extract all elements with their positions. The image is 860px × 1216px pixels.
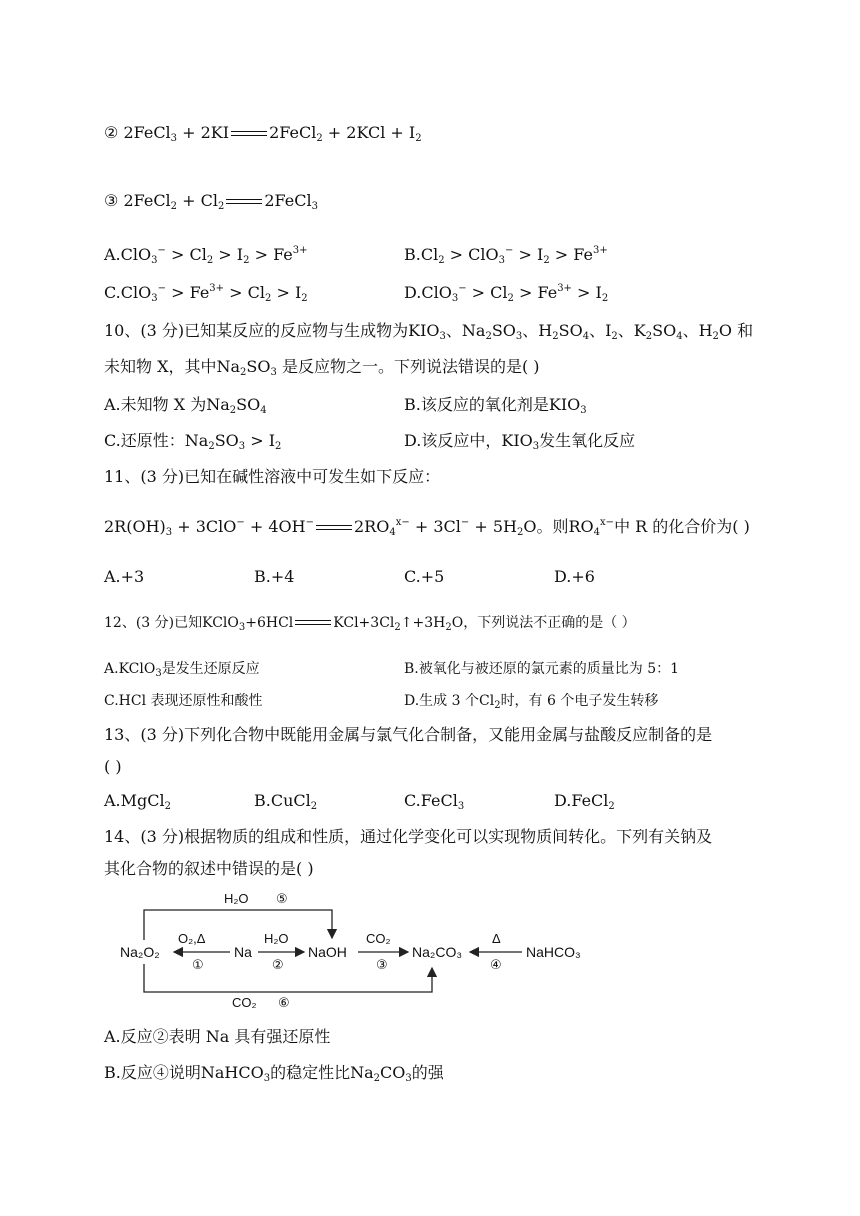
q11-option-d[interactable]: D.+6 [554,567,595,586]
q14-option-b[interactable]: B.反应④说明NaHCO$_3$的稳定性比$Na_2CO_3$的强 [104,1063,444,1084]
node-nahco3: NaHCO₃ [526,944,581,960]
equation-marker: ② [104,123,119,142]
label-1-top: O₂,Δ [178,931,206,946]
q11-equation: $2R(OH)_3 + 3ClO^- + 4OH^-$ $2RO_4^{x-} + 3Cl^- + 5H_2O$。则$RO_4^{x-}$中 R 的化合价为( ) [104,517,750,538]
label-5-num: ⑤ [276,891,288,906]
eq2-rhs: 2FeCl$_2$ + $2KCl + I_2$ [269,123,422,144]
q12-option-b[interactable]: B.被氧化与被还原的氯元素的质量比为 5：1 [404,661,680,677]
equation-marker: ③ [104,191,119,210]
label-1-num: ① [192,957,204,972]
q11-stem: 11、(3 分)已知在碱性溶液中可发生如下反应： [104,467,441,486]
q14-stem-line2: 其化合物的叙述中错误的是( ) [104,859,314,878]
equals-sign [226,197,262,207]
label-2-top: H₂O [264,931,289,946]
q10-stem-line2: 未知物 X，其中$Na_2SO_3$ 是反应物之一。下列说法错误的是( ) [104,357,540,378]
q9-option-a[interactable]: $A.ClO_3^- > Cl_2 > I_2 > Fe^{3+}$ [104,245,308,266]
label-6-num: ⑥ [278,995,290,1010]
q9-option-b[interactable]: $B.Cl_2 > ClO_3^- > I_2 > Fe^{3+}$ [404,245,608,266]
label-3-top: CO₂ [366,931,391,946]
equation-3 [104,190,318,212]
q11-option-b[interactable]: B.+4 [254,567,295,586]
equals-sign [231,129,267,139]
arrow-5 [144,910,332,940]
label-4-top: Δ [492,931,501,946]
q13-option-a[interactable]: A.MgCl$_2$ [104,791,171,812]
diagram-arrows [112,888,592,1018]
q13-option-c[interactable]: C.FeCl$_3$ [404,791,465,812]
equals-sign [316,523,352,533]
label-3-num: ③ [376,957,388,972]
eq3-rhs: 2FeCl$_3$ [264,191,318,212]
q10-option-b[interactable]: B.该反应的氧化剂是$KIO_3$ [404,395,587,416]
arrow-6 [144,964,432,992]
label-5-top: H₂O [224,891,249,906]
eq3-lhs: 2FeCl$_2$ + $Cl_2$ [123,191,225,212]
q10-stem-line1: 10、(3 分)已知某反应的反应物与生成物为$KIO_3$、$Na_2SO_3$、$H_2SO_4$、$I_2$、$K_2SO_4$、$H_2O$ 和 [104,321,754,342]
label-6-bot: CO₂ [232,995,257,1010]
q11-option-a[interactable]: A.+3 [104,567,145,586]
q12-stem: 12、(3 分)已知KClO$_3$+6HCl $KCl+3Cl_2↑+3H_2O$，下列说法不正确的是（ ） [104,615,636,633]
q12-option-d[interactable]: D.生成 3 个$Cl_2$时，有 6 个电子发生转移 [404,693,659,711]
node-na2co3: Na₂CO₃ [412,944,463,960]
q13-stem-line2: ( ) [104,757,122,776]
equation-2 [104,122,422,144]
q14-option-a[interactable]: A.反应②表明 Na 具有强还原性 [104,1027,331,1046]
label-4-num: ④ [490,957,502,972]
q13-option-b[interactable]: B.CuCl$_2$ [254,791,318,812]
q10-option-a[interactable]: A.未知物 X 为$Na_2SO_4$ [104,395,267,416]
label-2-num: ② [272,957,284,972]
q9-option-d[interactable]: $D.ClO_3^- > Cl_2 > Fe^{3+} > I_2$ [404,283,609,304]
q12-option-a[interactable]: A.KClO$_3$是发生还原反应 [104,661,260,679]
q10-option-c[interactable]: C.还原性：$Na_2SO_3 > I_2$ [104,431,282,452]
q11-option-c[interactable]: C.+5 [404,567,445,586]
q9-option-c[interactable]: $C.ClO_3^- > Fe^{3+} > Cl_2 > I_2$ [104,283,308,304]
q13-option-d[interactable]: D.FeCl$_2$ [554,791,615,812]
node-na2o2: Na₂O₂ [120,944,160,960]
q10-option-d[interactable]: D.该反应中，$KIO_3$发生氧化反应 [404,431,636,452]
eq2-lhs: 2FeCl$_3$ + 2KI [123,123,230,144]
q13-stem-line1: 13、(3 分)下列化合物中既能用金属与氯气化合制备，又能用金属与盐酸反应制备的是 [104,725,713,744]
sodium-conversion-diagram [112,888,592,1018]
node-naoh: NaOH [308,944,347,960]
q12-option-c[interactable]: C.HCl 表现还原性和酸性 [104,693,263,709]
q14-stem-line1: 14、(3 分)根据物质的组成和性质，通过化学变化可以实现物质间转化。下列有关钠及 [104,827,713,846]
node-na: Na [234,944,252,960]
equals-sign [295,618,331,628]
